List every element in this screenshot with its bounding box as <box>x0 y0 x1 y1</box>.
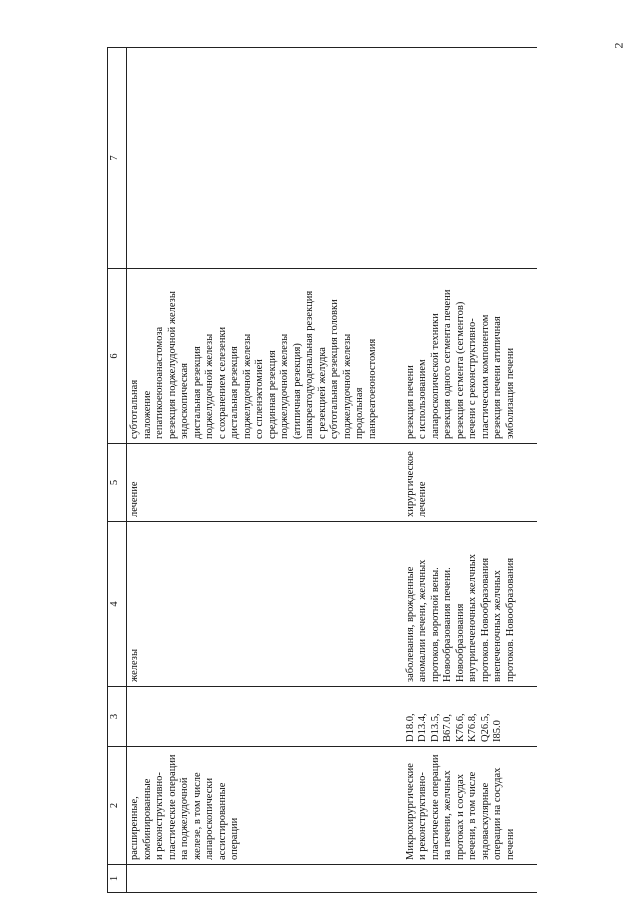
cell-line: на печени, желчных <box>442 770 453 860</box>
cell-line: эмболизация печени <box>504 347 516 439</box>
cell-line: эндоваскулярные <box>479 782 491 860</box>
cell-line: аномалии печени, желчных <box>417 559 428 682</box>
cell-line: протоков. Новообразования <box>479 557 491 682</box>
cell-line: панкреатодуоденальная резекция <box>304 290 315 439</box>
header-5: 5 <box>108 444 127 522</box>
cell-col-3 <box>397 687 537 747</box>
cell-line: эндоскопическая <box>179 363 190 439</box>
cell-line: поджелудочной железы <box>279 333 290 439</box>
cell-line: пластические операции <box>166 754 178 860</box>
cell-line: операции на сосудах <box>492 767 503 860</box>
cell-line: хирургическое <box>404 451 416 517</box>
cell-line: лечение <box>129 481 140 517</box>
cell-line: резекция печени атипичная <box>492 316 503 439</box>
cell-line: печени <box>504 828 516 860</box>
cell-line: панкреатоеюностомия <box>366 338 378 439</box>
cell-line: пластические операции <box>429 754 441 860</box>
cell-line: с резекцией желудка <box>316 347 328 439</box>
cell-line: со спленэктомией <box>254 359 265 439</box>
cell-line: железы <box>129 648 140 682</box>
cell-line: поджелудочной железы <box>204 333 215 439</box>
cell-line: Q26.5, I85.0 <box>479 713 503 742</box>
landscape-sheet <box>107 48 517 893</box>
cell-line: поджелудочной железы <box>341 333 353 439</box>
cell-col-1 <box>127 865 397 893</box>
cell-col-6 <box>127 269 397 444</box>
cell-line: и реконструктивно- <box>417 772 428 860</box>
cell-line: Новообразования <box>454 603 466 682</box>
cell-line: ассистированные <box>216 782 228 860</box>
cell-line: внепеченочных желчных <box>492 570 503 682</box>
cell-col-7 <box>127 48 397 269</box>
header-row <box>108 48 127 893</box>
cell-line: резекция сегмента (сегментов) <box>454 301 466 439</box>
cell-line: внутрипеченочных желчных <box>467 553 478 682</box>
cell-line: протоков, воротной вены. <box>429 567 441 682</box>
cell-col-5 <box>397 444 537 522</box>
cell-line: резекция печени <box>404 365 416 439</box>
cell-line: лапароскопически <box>204 777 215 860</box>
cell-col-1 <box>397 865 537 893</box>
cell-col-2 <box>127 747 397 865</box>
cell-col-3 <box>127 687 397 747</box>
cell-line: гепатикоеюноанастомоза <box>154 326 165 439</box>
cell-col-2 <box>397 747 537 865</box>
cell-line: пластическим компонентом <box>479 314 491 439</box>
header-1: 1 <box>108 865 127 893</box>
cell-line: D13.5, B67.0, <box>429 713 453 742</box>
cell-line: лечение <box>417 481 428 517</box>
cell-line: поджелудочной железы <box>241 333 253 439</box>
cell-line: резекция поджелудочной железы <box>166 291 178 439</box>
cell-col-6 <box>397 269 537 444</box>
cell-line: дистальная резекция <box>229 346 240 439</box>
cell-line: комбинированные <box>141 778 153 860</box>
cell-col-4 <box>397 522 537 687</box>
cell-line: и реконструктивно- <box>154 772 165 860</box>
cell-line: Новообразования печени. <box>442 567 453 682</box>
cell-line: печени, в том числе <box>467 771 478 860</box>
cell-line: протоков. Новообразования <box>504 557 516 682</box>
page-number: 2 <box>611 42 626 49</box>
cell-line: дистальная резекция <box>191 346 203 439</box>
table-row <box>397 48 537 893</box>
cell-line: протоках и сосудах <box>454 774 466 860</box>
cell-line: субтотальная резекция головки <box>329 299 340 439</box>
cell-line: печени с реконструктивно- <box>467 318 478 439</box>
cell-line: (атипичная резекция) <box>291 343 303 439</box>
cell-line: расширенные, <box>129 796 140 860</box>
cell-line: наложение <box>141 390 153 439</box>
procedures-table <box>107 47 537 893</box>
cell-line: с сохранением селезенки <box>216 326 228 439</box>
cell-line: с использованием <box>417 359 428 439</box>
header-7: 7 <box>108 48 127 269</box>
cell-line: срединная резекция <box>266 350 278 439</box>
cell-line: продольная <box>354 387 365 439</box>
header-4: 4 <box>108 522 127 687</box>
cell-line: заболевания, врожденные <box>404 566 416 682</box>
cell-line: лапароскопической техники <box>429 313 441 439</box>
cell-line: субтотальная <box>129 379 140 439</box>
header-2: 2 <box>108 747 127 865</box>
cell-col-5 <box>127 444 397 522</box>
cell-line: Микрохирургические <box>404 763 416 860</box>
table-row <box>127 48 397 893</box>
cell-line: на поджелудочной <box>179 777 190 860</box>
cell-line: резекция одного сегмента печени <box>442 289 453 439</box>
header-6: 6 <box>108 269 127 444</box>
cell-col-4 <box>127 522 397 687</box>
cell-line: K76.6, K76.8, <box>454 713 478 742</box>
cell-line: железе, в том числе <box>191 772 203 860</box>
cell-col-7 <box>397 48 537 269</box>
header-3: 3 <box>108 687 127 747</box>
cell-line: операции <box>229 817 240 860</box>
cell-line: D18.0, D13.4, <box>404 713 428 742</box>
